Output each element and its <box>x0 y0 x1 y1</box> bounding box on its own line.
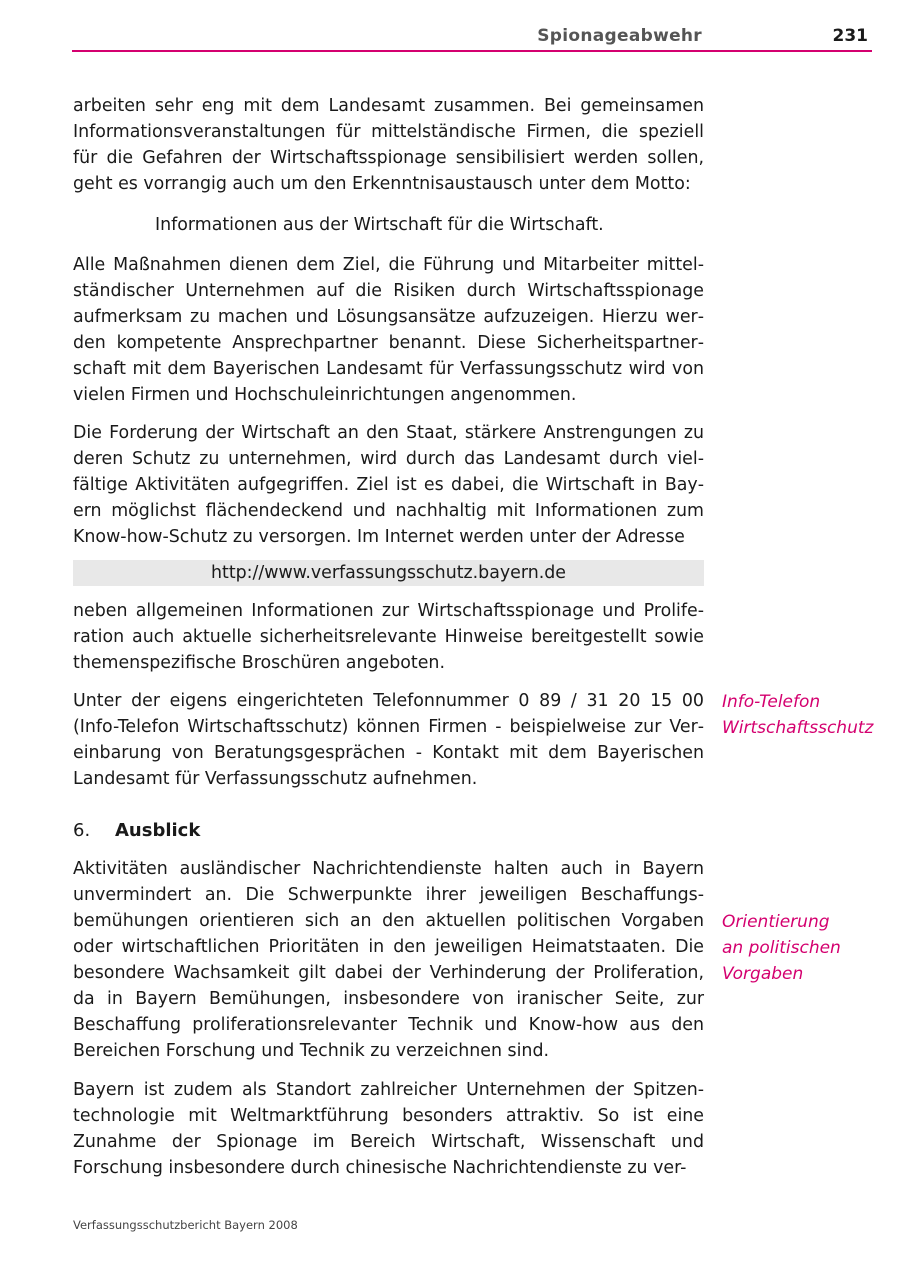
section-title: Ausblick <box>115 820 201 841</box>
paragraph-1: arbeiten sehr eng mit dem Landesamt zusammen. Bei gemeinsamen Informationsveranstaltungen für mittelständische Firmen, die speziell für die Gefahren der Wirtschaftsspionage sensibilisiert werden sollen, geht es vorrangig auch um den Erkenntnisaustausch unter dem Motto: <box>73 96 704 194</box>
url-highlight[interactable] <box>73 560 704 586</box>
paragraph-7: Bayern ist zudem als Standort zahlreicher Unternehmen der Spitzentechnologie mit Weltmarktführung besonders attraktiv. So ist eine Zunahme der Spionage im Bereich Wirtschaft, Wissenschaft und Forschung insbesondere durch chinesische Nachrichtendienste zu ver- <box>73 1080 704 1178</box>
url-link[interactable]: http://www.verfassungsschutz.bayern.de <box>210 563 567 583</box>
paragraph-5-block <box>73 688 704 792</box>
paragraph-3-block <box>73 420 704 550</box>
paragraph-2: Alle Maßnahmen dienen dem Ziel, die Führung und Mitarbeiter mittelständischer Unternehmen auf die Risiken durch Wirtschaftsspionage aufmerksam zu machen und Lösungsansätze aufzuzeigen. Hierzu werden kompetente Ansprechpartner benannt. Diese Sicherheitspartnerschaft mit dem Bayerischen Landesamt für Verfassungsschutz wird von vielen Firmen und Hochschuleinrichtungen angenommen. <box>73 255 704 405</box>
header-section-title: Spionageabwehr <box>537 26 702 46</box>
margin-note-line: Info-Telefon <box>722 692 821 712</box>
header-divider <box>72 50 872 52</box>
page-footer: Verfassungsschutzbericht Bayern 2008 <box>73 1218 298 1232</box>
paragraph-1-block <box>73 93 704 197</box>
paragraph-2-block <box>73 252 704 408</box>
section-heading <box>73 818 200 844</box>
margin-note-line: Wirtschaftsschutz <box>722 718 874 738</box>
section-number: 6. <box>73 820 91 841</box>
page-number: 231 <box>832 26 868 46</box>
paragraph-7-block <box>73 1077 704 1181</box>
margin-note-orientierung <box>722 909 892 987</box>
margin-note-line: an politischen <box>722 938 841 958</box>
paragraph-5: Unter der eigens eingerichteten Telefonnummer 0 89 / 31 20 15 00 (Info-Telefon Wirtschaftsschutz) können Firmen - beispielweise zur Vereinbarung von Beratungsgesprächen - Kontakt mit dem Bayerischen Landesamt für Verfassungsschutz aufnehmen. <box>73 691 704 789</box>
margin-note-info-telefon <box>722 689 892 741</box>
paragraph-4: neben allgemeinen Informationen zur Wirtschaftsspionage und Proliferation auch aktuelle sicherheitsrelevante Hinweise bereitgestellt sowie themenspezifische Broschüren angeboten. <box>73 601 704 673</box>
paragraph-3: Die Forderung der Wirtschaft an den Staat, stärkere Anstrengungen zu deren Schutz zu unternehmen, wird durch das Landesamt durch vielfältige Aktivitäten aufgegriffen. Ziel ist es dabei, die Wirtschaft in Bayern möglichst flächendeckend und nachhaltig mit Informationen zum Know-how-Schutz zu versorgen. Im Internet werden unter der Adresse <box>73 423 704 547</box>
paragraph-6-block <box>73 856 704 1064</box>
paragraph-4-block <box>73 598 704 676</box>
paragraph-6: Aktivitäten ausländischer Nachrichtendienste halten auch in Bayern unvermindert an. Die Schwerpunkte ihrer jeweiligen Beschaffungsbemühungen orientieren sich an den aktuellen politischen Vorgaben oder wirtschaftlichen Prioritäten in den jeweiligen Heimatstaaten. Die besondere Wachsamkeit gilt dabei der Verhinderung der Proliferation, da in Bayern Bemühungen, insbesondere von iranischer Seite, zur Beschaffung proliferationsrelevanter Technik und Know-how aus den Bereichen Forschung und Technik zu verzeichnen sind. <box>73 859 704 1061</box>
margin-note-line: Orientierung <box>722 912 830 932</box>
motto-line: Informationen aus der Wirtschaft für die Wirtschaft. <box>155 215 604 235</box>
margin-note-line: Vorgaben <box>722 964 804 984</box>
